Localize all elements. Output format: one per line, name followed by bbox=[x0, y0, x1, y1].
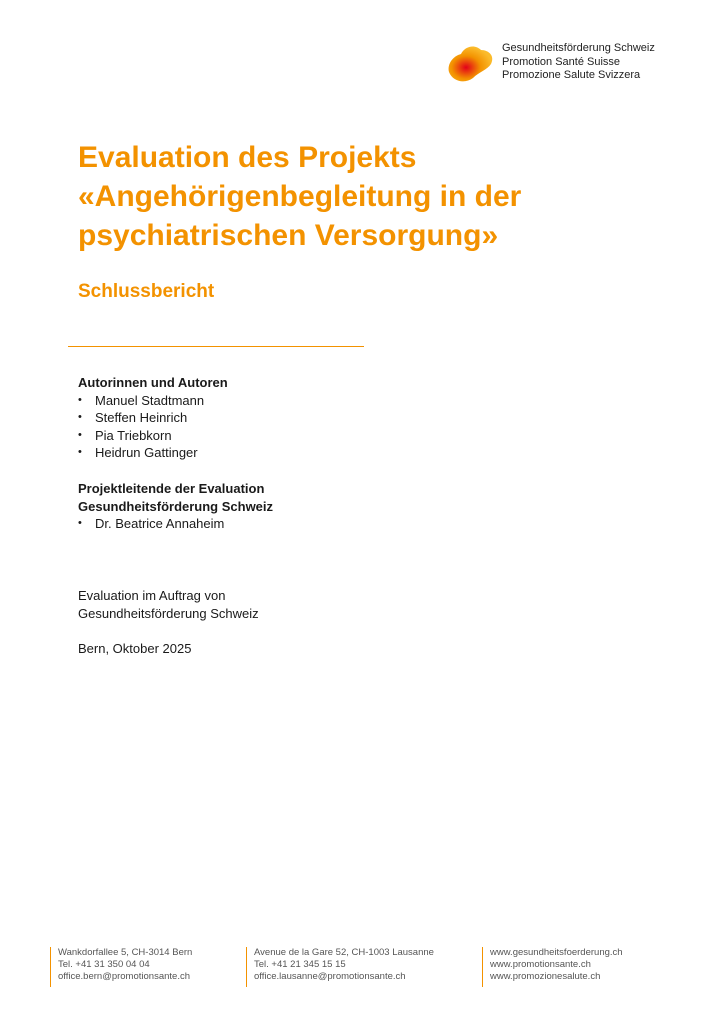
project-lead-heading: Gesundheitsförderung Schweiz bbox=[78, 498, 274, 514]
commission-line: Gesundheitsförderung Schweiz bbox=[78, 605, 259, 621]
footer-line: Tel. +41 21 345 15 15 bbox=[254, 959, 346, 970]
title-line: «Angehörigenbegleitung in der bbox=[78, 180, 522, 213]
place-date: Bern, Oktober 2025 bbox=[78, 641, 192, 656]
author-item: • Manuel Stadtmann bbox=[78, 392, 228, 410]
footer-lausanne bbox=[246, 947, 434, 987]
footer-line: Avenue de la Gare 52, CH-1003 Lausanne bbox=[254, 947, 434, 958]
logo-wordmark bbox=[502, 42, 655, 83]
commission-line: Evaluation im Auftrag von bbox=[78, 588, 226, 603]
footer-line: Tel. +41 31 350 04 04 bbox=[58, 959, 150, 970]
organization-logo bbox=[445, 40, 675, 86]
footer-link[interactable]: www.promotionsante.ch bbox=[490, 959, 591, 970]
author-item: • Steffen Heinrich bbox=[78, 409, 228, 427]
logo-line: Promotion Santé Suisse bbox=[502, 55, 621, 68]
title-line: psychiatrischen Versorgung» bbox=[78, 219, 499, 252]
project-lead-section bbox=[78, 480, 273, 533]
commission-note bbox=[78, 587, 259, 622]
footer-link[interactable]: www.gesundheitsfoerderung.ch bbox=[490, 947, 623, 958]
divider bbox=[68, 346, 364, 347]
document-subtitle: Schlussbericht bbox=[78, 281, 215, 302]
author-item: • Pia Triebkorn bbox=[78, 427, 228, 445]
footer-websites bbox=[482, 947, 623, 987]
title-line: Evaluation des Projekts bbox=[78, 141, 417, 174]
authors-heading: Autorinnen und Autoren bbox=[78, 375, 228, 390]
footer-line: Wankdorfallee 5, CH-3014 Bern bbox=[58, 947, 193, 958]
logo-mark-icon bbox=[445, 42, 497, 84]
project-lead-heading: Projektleitende der Evaluation bbox=[78, 481, 265, 496]
author-item: • Heidrun Gattinger bbox=[78, 444, 228, 462]
footer-line: office.bern@promotionsante.ch bbox=[58, 971, 190, 982]
logo-line: Gesundheitsförderung Schweiz bbox=[502, 42, 655, 54]
project-lead-list bbox=[78, 515, 273, 533]
footer-bern bbox=[50, 947, 192, 987]
logo-line: Promozione Salute Svizzera bbox=[502, 69, 641, 81]
authors-list bbox=[78, 392, 228, 462]
project-lead-item: • Dr. Beatrice Annaheim bbox=[78, 515, 273, 533]
footer-line: office.lausanne@promotionsante.ch bbox=[254, 971, 406, 982]
document-title bbox=[78, 138, 678, 255]
footer-link[interactable]: www.promozionesalute.ch bbox=[490, 971, 601, 982]
authors-section bbox=[78, 374, 228, 462]
